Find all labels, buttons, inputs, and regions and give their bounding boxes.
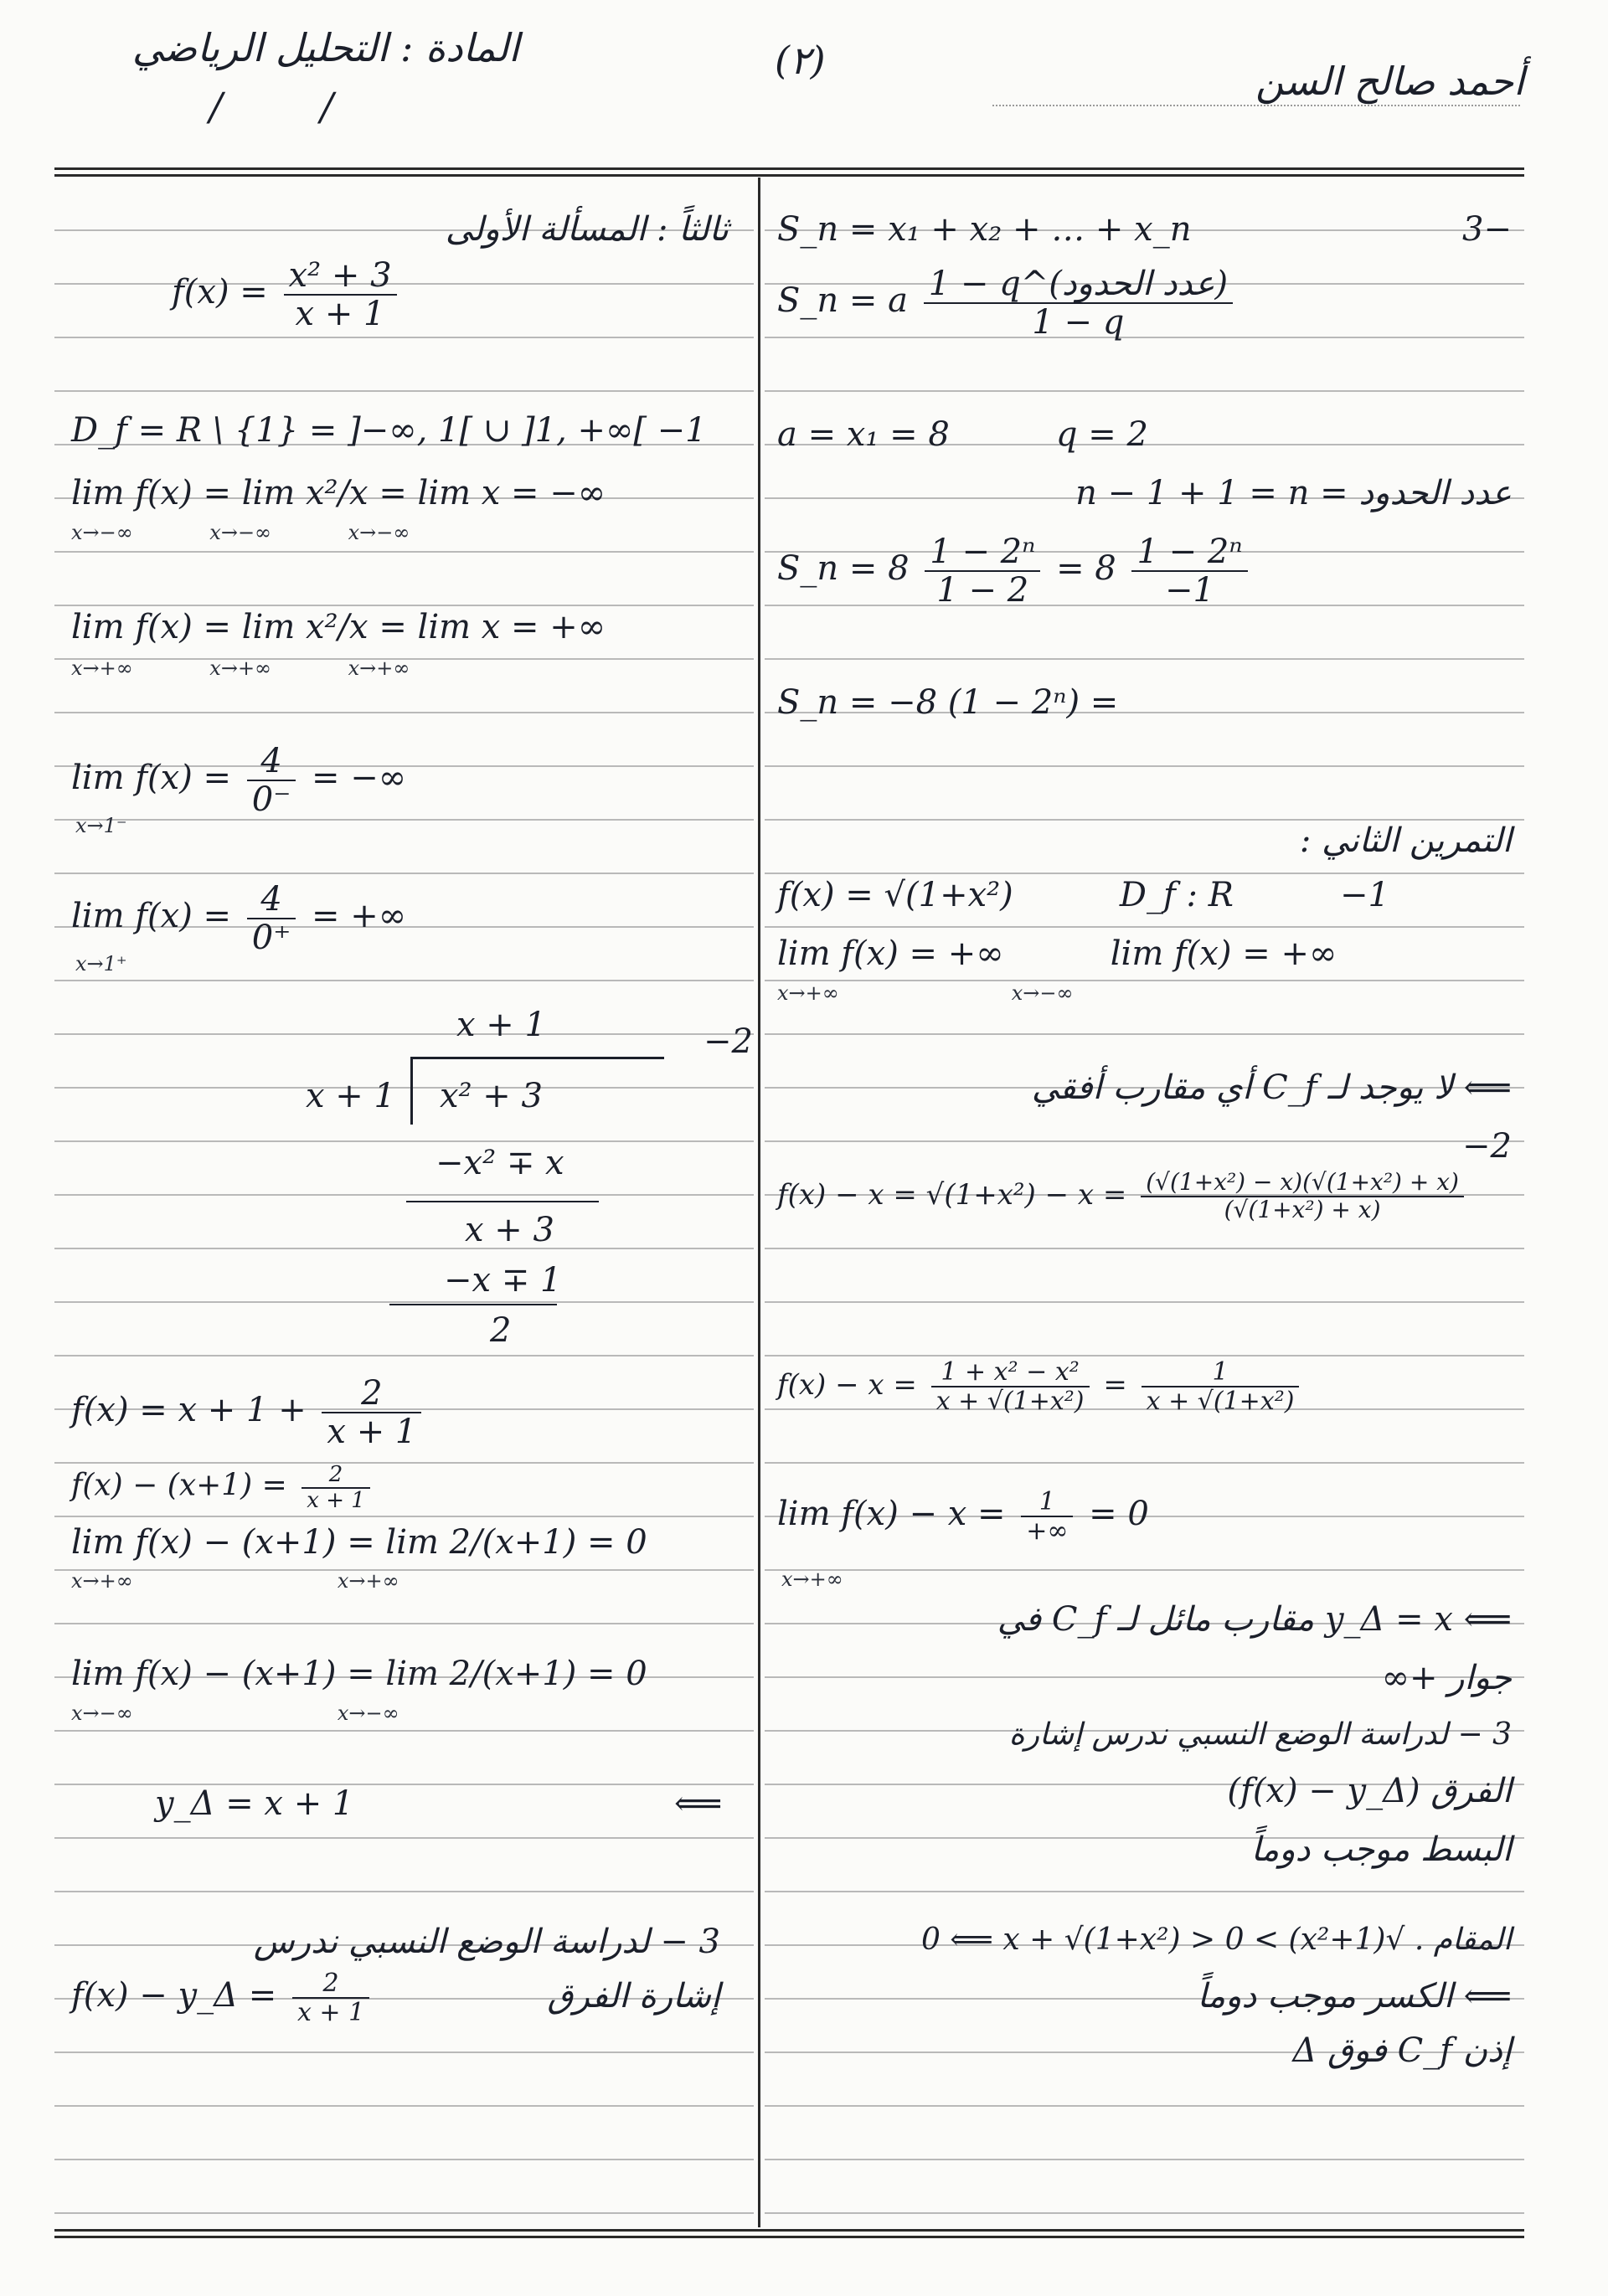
limit-1-minus-sub: x→1⁻ — [75, 814, 127, 837]
sum-computed-fraction-2 — [1131, 533, 1247, 609]
f-split — [71, 1375, 426, 1450]
division-rule-2 — [389, 1304, 557, 1305]
division-remainder: 2 — [490, 1311, 512, 1350]
term-count: عدد الحدود = n − 1 + 1 = n — [1075, 474, 1512, 512]
q3-sign-text: إشارة الفرق — [547, 1977, 720, 2015]
conclusion: إذن C_f فوق Δ — [1292, 2031, 1512, 2070]
q3-diff-lhs: f(x) − y_Δ = — [71, 1976, 277, 2015]
exercise-2-function: f(x) = √(1+x²) D_f : R −1 — [777, 876, 1389, 914]
domain-line: D_f = R \ {1} = ]−∞, 1[ ∪ ]1, +∞[ −1 — [71, 411, 707, 450]
q3-diff-fraction — [292, 1969, 369, 2026]
lim7-lhs: lim f(x) − x = — [777, 1495, 1006, 1533]
sum-formula-num: 1 − q^(عدد الحدود) — [924, 265, 1233, 304]
denominator-positive: المقام . √(1+x²) > 0 ⟸ x + √(1+x²) > 0 — [920, 1923, 1512, 1957]
oblique-asymptote: y_Δ = x + 1 — [155, 1784, 354, 1823]
f-diff — [71, 1463, 375, 1512]
f-split-lhs: f(x) = x + 1 + — [71, 1391, 307, 1429]
diff2-lhs: f(x) − x = — [777, 1368, 917, 1402]
limit-1-minus — [71, 743, 406, 818]
f-diff-lhs: f(x) − (x+1) = — [71, 1468, 287, 1503]
lim7-den: +∞ — [1026, 1516, 1069, 1546]
diff2-den: x + √(1+x²) — [935, 1387, 1085, 1416]
diff2-num: 1 + x² − x² — [931, 1358, 1090, 1387]
lim3-fraction — [247, 743, 296, 818]
sum-formula-fraction — [924, 265, 1233, 341]
sum-computed-lhs: S_n = 8 — [777, 549, 910, 588]
diff-simplified — [777, 1358, 1304, 1415]
diff2-den-2: x + √(1+x²) — [1146, 1387, 1295, 1416]
question-2-label: −2 — [704, 1022, 753, 1061]
f-def-num: x² + 3 — [284, 257, 397, 296]
sum-computed-den-1: 1 − 2 — [936, 571, 1029, 610]
no-horizontal-asymptote: ⟸ لا يوجد لـ C_f أي مقارب أفقي — [1031, 1068, 1512, 1107]
diff1-den: (√(1+x²) + x) — [1224, 1195, 1381, 1223]
relative-position-difference: الفرق (f(x) − y_Δ) — [1227, 1772, 1512, 1810]
limit-1-plus — [71, 881, 406, 956]
relative-position-text: 3 − لدراسة الوضع النسبي ندرس إشارة — [1008, 1717, 1512, 1752]
top-rule-2 — [54, 174, 1524, 177]
sum-definition: S_n = x₁ + x₂ + … + x_n — [777, 210, 1192, 249]
division-quotient: x + 1 — [456, 1006, 546, 1044]
limit-diff-plus-inf-sub: x→+∞ x→+∞ — [71, 1569, 399, 1593]
lim3-rhs: = −∞ — [312, 759, 407, 797]
sum-formula — [777, 265, 1238, 341]
bottom-rule-2 — [54, 2236, 1524, 2238]
f-definition — [172, 257, 402, 332]
sum-computed-num-2: 1 − 2ⁿ — [1131, 533, 1247, 572]
implies-arrow: ⟸ — [674, 1784, 723, 1823]
f-diff-den: x + 1 — [307, 1487, 365, 1513]
oblique-asymptote-text-2: جوار +∞ — [1381, 1659, 1512, 1697]
limit-diff-minus-inf-sub: x→−∞ x→−∞ — [71, 1701, 399, 1725]
right-column — [765, 178, 1524, 2227]
diff1-num: (√(1+x²) − x)(√(1+x²) + x) — [1141, 1170, 1464, 1197]
right-question-3-label: 3− — [1462, 210, 1512, 249]
exercise-2-limits: lim f(x) = +∞ lim f(x) = +∞ — [777, 934, 1337, 973]
page-number: (٢) — [775, 38, 826, 83]
page-header — [0, 0, 1608, 167]
exercise-2-title: التمرين الثاني : — [1299, 821, 1512, 860]
f-def-lhs: f(x) = — [172, 273, 268, 311]
sum-computed — [777, 533, 1253, 609]
lim7-fraction — [1021, 1488, 1073, 1545]
exercise-2-limits-sub: x→+∞ x→−∞ — [777, 981, 1074, 1005]
sum-formula-lhs: S_n = a — [777, 281, 908, 320]
f-diff-num: 2 — [302, 1463, 370, 1489]
author-underline — [992, 105, 1520, 106]
q3-diff-den: x + 1 — [296, 1998, 365, 2027]
limit-1-plus-sub: x→1⁺ — [75, 952, 127, 976]
sum-computed-den-2: −1 — [1165, 571, 1214, 610]
date-slashes: / / — [209, 84, 333, 129]
sum-computed-mid: = 8 — [1056, 549, 1116, 588]
lim4-rhs: = +∞ — [312, 897, 407, 935]
f-split-fraction — [322, 1375, 421, 1450]
division-rule-1 — [406, 1201, 599, 1202]
diff2-fraction-1 — [931, 1358, 1090, 1415]
division-step-2: x + 3 — [465, 1211, 554, 1249]
limit-minus-inf: lim f(x) = lim x²/x = lim x = −∞ — [71, 474, 606, 512]
question-3-text: 3 − لدراسة الوضع النسبي ندرس — [253, 1923, 720, 1961]
right-question-2-label: −2 — [1462, 1127, 1512, 1166]
diff-conjugate — [777, 1170, 1469, 1223]
author-name: أحمد صالح السن — [1255, 59, 1524, 104]
f-def-fraction — [284, 257, 397, 332]
lim3-lhs: lim f(x) = — [71, 759, 232, 797]
fraction-positive: ⟸ الكسر موجب دوماً — [1197, 1977, 1512, 2015]
lim3-num: 4 — [247, 743, 296, 781]
f-def-den: x + 1 — [295, 295, 385, 333]
problem-title: ثالثاً : المسألة الأولى — [445, 210, 729, 249]
notebook-page — [54, 178, 1524, 2227]
limit-plus-inf: lim f(x) = lim x²/x = lim x = +∞ — [71, 608, 606, 646]
limit-plus-inf-sub: x→+∞ x→+∞ x→+∞ — [71, 656, 410, 680]
limit-diff-minus-inf: lim f(x) − (x+1) = lim 2/(x+1) = 0 — [71, 1655, 647, 1693]
lim4-num: 4 — [247, 881, 296, 919]
numerator-positive: البسط موجب دوماً — [1250, 1830, 1512, 1869]
sum-computed-fraction-1 — [925, 533, 1040, 609]
f-split-num: 2 — [322, 1375, 421, 1413]
limit-minus-inf-sub: x→−∞ x→−∞ x→−∞ — [71, 521, 410, 544]
lim4-den: 0⁺ — [251, 919, 291, 957]
division-step-1: −x² ∓ x — [436, 1144, 564, 1182]
diff2-fraction-2 — [1142, 1358, 1300, 1415]
column-divider — [758, 178, 760, 2227]
lim4-fraction — [247, 881, 296, 956]
division-divisor: x + 1 — [306, 1077, 395, 1115]
q3-diff-num: 2 — [292, 1969, 369, 1999]
lim7-rhs: = 0 — [1089, 1495, 1149, 1533]
q3-difference — [71, 1969, 374, 2026]
left-column — [54, 178, 754, 2227]
diff1-lhs: f(x) − x = √(1+x²) − x = — [777, 1177, 1127, 1212]
diff1-fraction — [1141, 1170, 1464, 1223]
sum-formula-den: 1 − q — [1032, 303, 1125, 342]
lim3-den: 0⁻ — [251, 780, 291, 819]
subject-title: المادة : التحليل الرياضي — [131, 25, 519, 70]
bottom-rule — [54, 2229, 1524, 2232]
diff2-eq: = — [1103, 1368, 1127, 1402]
f-diff-fraction — [302, 1463, 370, 1512]
sum-result: S_n = −8 (1 − 2ⁿ) = — [777, 683, 1119, 722]
lim4-lhs: lim f(x) = — [71, 897, 232, 935]
limit-diff-x — [777, 1488, 1149, 1545]
top-rule — [54, 167, 1524, 170]
limit-diff-plus-inf: lim f(x) − (x+1) = lim 2/(x+1) = 0 — [71, 1523, 647, 1562]
sum-computed-num-1: 1 − 2ⁿ — [925, 533, 1040, 572]
division-dividend: x² + 3 — [440, 1077, 543, 1115]
limit-diff-x-sub: x→+∞ — [781, 1568, 843, 1591]
oblique-asymptote-text: ⟸ y_Δ = x مقارب مائل لـ C_f في — [997, 1600, 1512, 1639]
lim7-num: 1 — [1021, 1488, 1073, 1517]
diff2-num-2: 1 — [1142, 1358, 1300, 1387]
f-split-den: x + 1 — [327, 1413, 417, 1451]
sum-params: a = x₁ = 8 q = 2 — [777, 415, 1148, 454]
division-step-3: −x ∓ 1 — [444, 1261, 562, 1300]
